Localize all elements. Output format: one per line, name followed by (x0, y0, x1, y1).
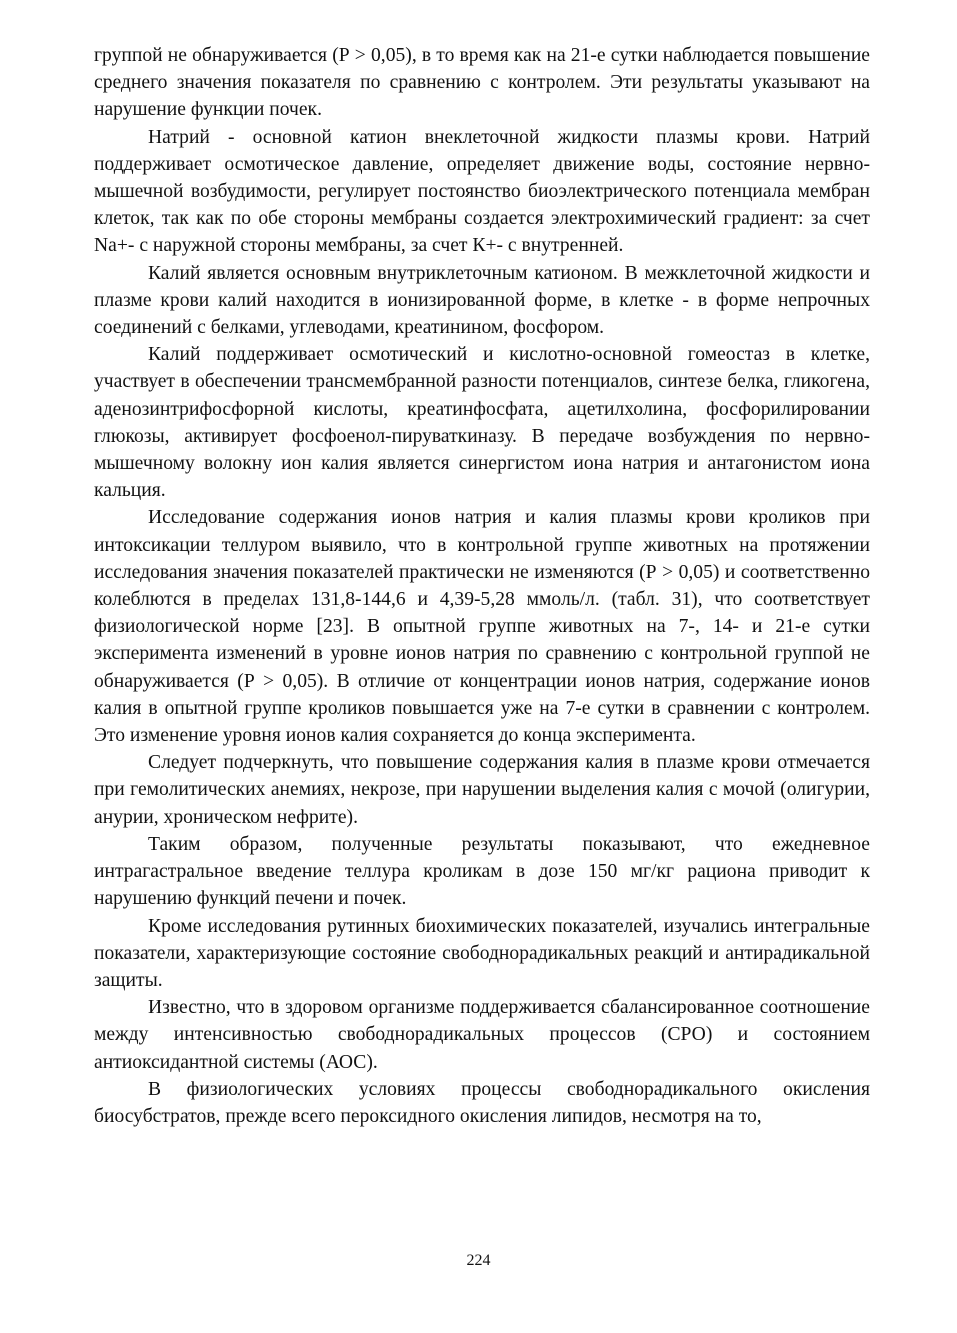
paragraph-conclusion: Таким образом, полученные результаты показывают, что ежедневное интрагастральное введение теллура кроликам в дозе 150 мг/кг рациона приводит к нарушению функций печени и почек. (94, 833, 870, 910)
text-body (94, 42, 870, 1130)
paragraph-balance: Известно, что в здоровом организме поддерживается сбалансированное соотношение между интенсивностью свободнорадикальных процессов (СРО) и состоянием антиоксидантной системы (АОС). (94, 997, 870, 1073)
paragraph-research: Исследование содержания ионов натрия и калия плазмы крови кроликов при интоксикации теллуром выявило, что в контрольной группе животных на протяжении исследования значения показателей практически не изменяются (Р > 0,05) и соответственно колеблются в пределах 131,8-144,6 и 4,39-5,28 ммоль/л. (табл. 31), что соответствует физиологической норме [23]. В опытной группе животных на 7-, 14- и 21-е сутки эксперимента изменений в уровне ионов натрия по сравнению с контрольной группой не обнаруживается (Р > 0,05). В отличие от концентрации ионов натрия, содержание ионов калия в опытной группе кроликов повышается уже на 7-е сутки в сравнении с контролем. Это изменение уровня ионов калия сохраняется до конца эксперимента. (94, 507, 870, 747)
paragraph-note: Следует подчеркнуть, что повышение содержания калия в плазме крови отмечается при гемолитических анемиях, некрозе, при нарушении выделения калия с мочой (олигурии, анурии, хроническом нефрите). (94, 752, 870, 828)
paragraph-integral-indicators: Кроме исследования рутинных биохимических показателей, изучались интегральные показатели, характеризующие состояние свободнорадикальных реакций и антирадикальной защиты. (94, 915, 870, 991)
page-number: 224 (466, 1252, 491, 1269)
paragraph-potassium: Калий является основным внутриклеточным катионом. В межклеточной жидкости и плазме крови калий находится в ионизированной форме, в клетке - в форме непрочных соединений с белками, углеводами, креатинином, фосфором. (94, 262, 870, 339)
paragraph-sodium: Натрий - основной катион внеклеточной жидкости плазмы крови. Натрий поддерживает осмотическое давление, определяет движение воды, состояние нервно-мышечной возбудимости, регулирует постоянство биоэлектрического потенциала мембран клеток, так как по обе стороны мембраны создается электрохимический градиент: за счет Na+- с наружной стороны мембраны, за счет К+- с внутренней. (94, 126, 870, 257)
paragraph-potassium-functions: Калий поддерживает осмотический и кислотно-основной гомеостаз в клетке, участвует в обеспечении трансмембранной разности потенциалов, синтезе белка, гликогена, аденозинтрифосфорной кислоты, креатинфосфата, ацетилхолина, фосфорилировании глюкозы, активирует фосфоенол-пируваткиназу. В передаче возбуждения по нервно-мышечному волокну ион калия является синергистом иона натрия и антагонистом иона кальция. (94, 344, 870, 502)
paragraph-continuation: группой не обнаруживается (Р > 0,05), в то время как на 21-е сутки наблюдается повышение среднего значения показателя по сравнению с контролем. Эти результаты указывают на нарушение функции почек. (94, 45, 870, 121)
paragraph-physiological: В физиологических условиях процессы свободнорадикального окисления биосубстратов, прежде всего пероксидного окисления липидов, несмотря на то, (94, 1078, 870, 1127)
